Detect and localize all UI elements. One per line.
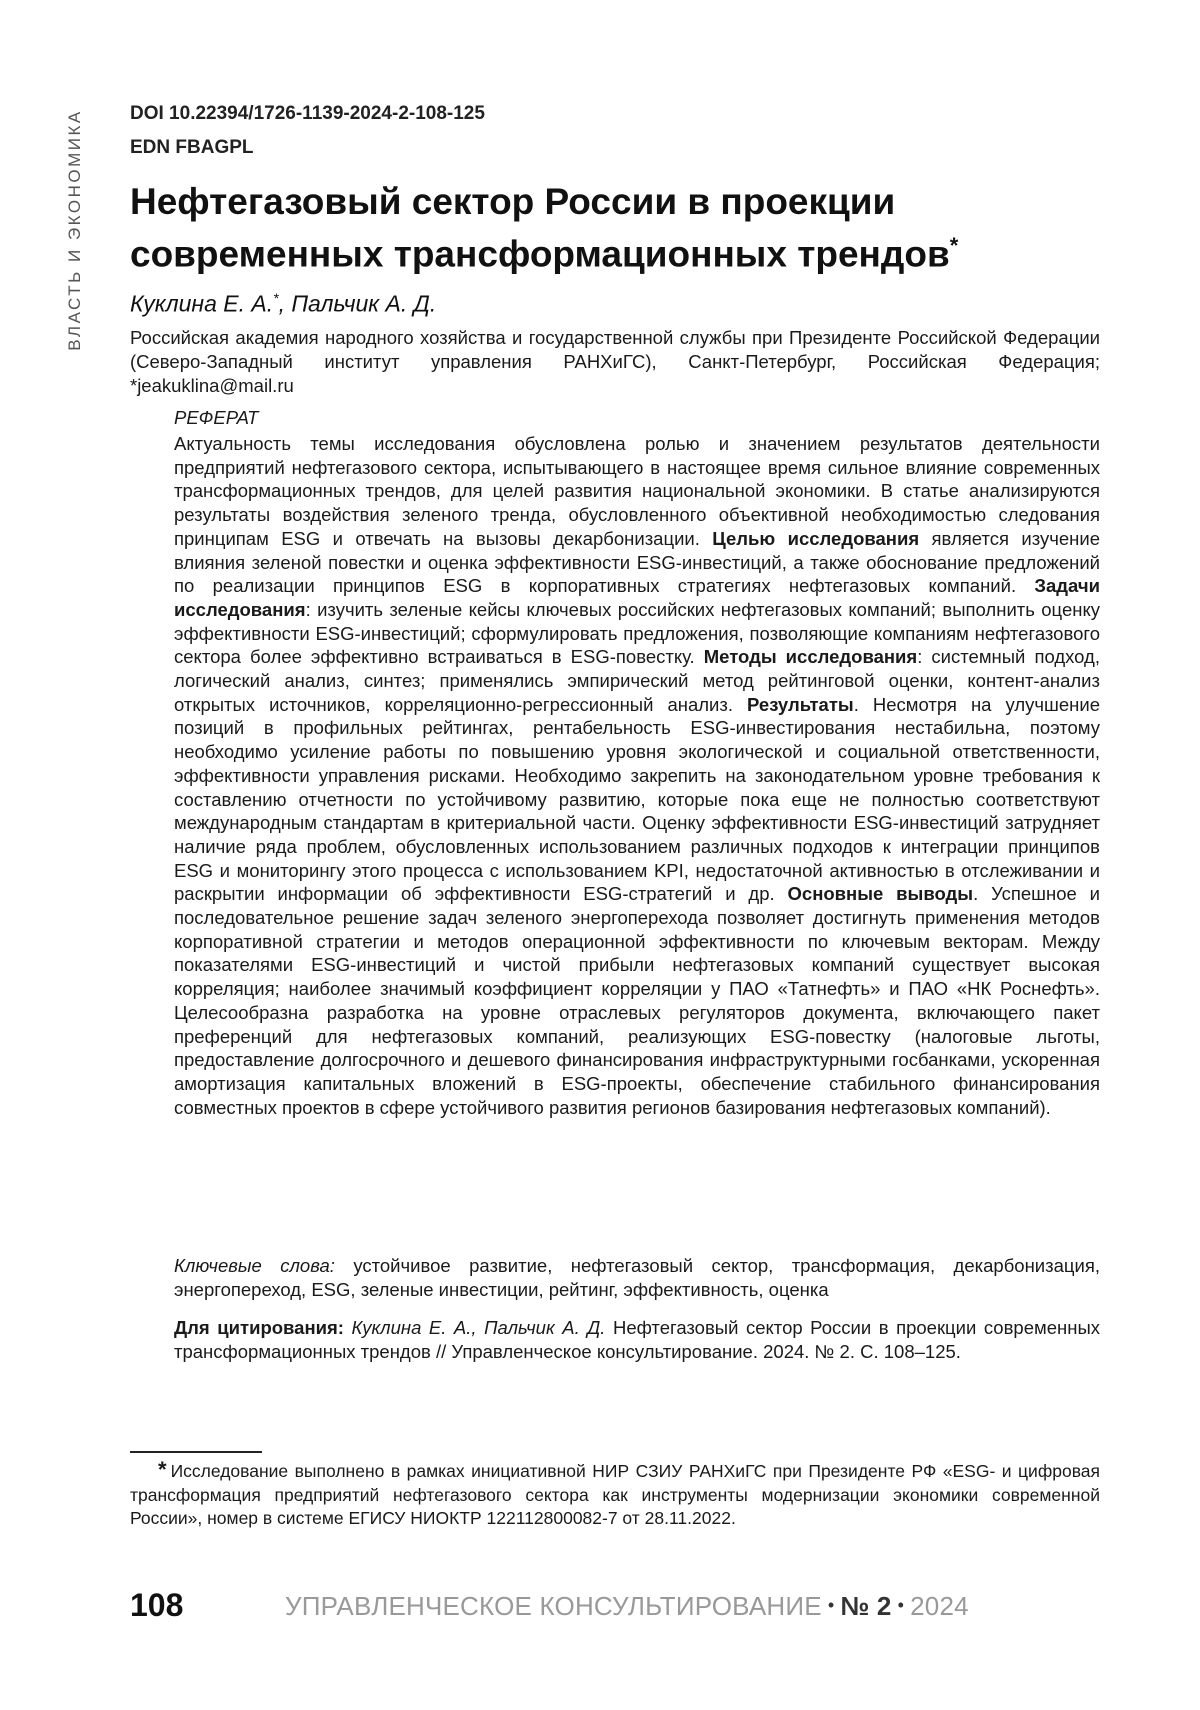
footer-separator: • xyxy=(898,1595,905,1615)
abstract-conclusions-label: Основные выводы xyxy=(788,883,974,904)
title-line-1: Нефтегазовый сектор России в проекции xyxy=(130,181,895,222)
title-footnote-mark[interactable]: * xyxy=(950,233,959,258)
author-1: Куклина Е. А. xyxy=(130,291,273,317)
keywords-text: устойчивое развитие, нефтегазовый сектор, трансформация, декарбонизация, энергопереход, ESG, зеленые инвестиции, рейтинг, эффективность, оценка xyxy=(174,1255,1100,1300)
keywords-label: Ключевые слова: xyxy=(174,1255,335,1276)
abstract-text: является изучение влияния зеленой повестки и оценка эффективности ESG-инвестиций, а также обоснование предложений по реализации принципов ESG в корпоративных стратегиях нефтегазовых компаний. xyxy=(174,528,1100,596)
footnote xyxy=(130,1458,1100,1531)
authors xyxy=(130,290,436,318)
abstract-text: Актуальность темы исследования обусловлена ролью и значением результатов деятельности предприятий нефтегазового сектора, испытывающего в настоящее время сильное влияние современных трансформационных трендов, для целей развития национальной экономики. В статье анализируются результаты воздействия зеленого тренда, обусловленного объективной необходимостью следования принципам ESG и отвечать на вызовы декарбонизации. xyxy=(174,433,1100,549)
running-footer xyxy=(285,1591,969,1622)
journal-name: УПРАВЛЕНЧЕСКОЕ КОНСУЛЬТИРОВАНИЕ xyxy=(285,1591,822,1621)
abstract-goal-label: Целью исследования xyxy=(712,528,919,549)
page-number: 108 xyxy=(130,1587,183,1624)
citation xyxy=(174,1316,1100,1364)
footer-separator: • xyxy=(828,1595,835,1615)
citation-authors: Куклина Е. А., Пальчик А. Д. xyxy=(344,1317,605,1338)
abstract-text: : изучить зеленые кейсы ключевых российских нефтегазовых компаний; выполнить оценку эффективности ESG-инвестиций; сформулировать предложения, позволяющие компаниям нефтегазового сектора более эффективно встраиваться в ESG-повестку. xyxy=(174,599,1100,667)
footnote-divider xyxy=(130,1451,262,1453)
author-mark: * xyxy=(273,290,278,306)
abstract-tasks-label: Задачи исследования xyxy=(174,575,1100,620)
issue-year: 2024 xyxy=(910,1591,969,1621)
abstract-results-label: Результаты xyxy=(747,694,854,715)
edn: EDN FBAGPL xyxy=(130,137,254,159)
issue-number: № 2 xyxy=(840,1591,891,1621)
abstract-text: : системный подход, логический анализ, синтез; применялись эмпирический метод рейтинговой оценки, контент-анализ открытых источников, корреляционно-регрессионный анализ. xyxy=(174,646,1100,714)
citation-label: Для цитирования: xyxy=(174,1317,344,1338)
citation-text: Нефтегазовый сектор России в проекции современных трансформационных трендов // Управленческое консультирование. 2024. № 2. С. 108–125. xyxy=(174,1317,1100,1362)
affiliation: Российская академия народного хозяйства и государственной службы при Президенте Российской Федерации (Северо-Западный институт управления РАНХиГС), Санкт-Петербург, Российская Федерация; *jeakuklina@mail.ru xyxy=(130,326,1100,398)
article-title xyxy=(130,180,1130,276)
doi[interactable]: DOI 10.22394/1726-1139-2024-2-108-125 xyxy=(130,103,485,125)
keywords xyxy=(174,1254,1100,1302)
section-label xyxy=(60,100,90,360)
abstract-body xyxy=(174,432,1100,1119)
abstract-methods-label: Методы исследования xyxy=(704,646,917,667)
section-label-text: ВЛАСТЬ И ЭКОНОМИКА xyxy=(65,109,85,350)
author-separator: , xyxy=(279,291,292,317)
abstract-text: . Успешное и последовательное решение задач зеленого энергоперехода позволяет достигнуть применения методов корпоративной стратегии и методов операционной эффективности по ключевым векторам. Между показателями ESG-инвестиций и чистой прибыли нефтегазовых компаний существует высокая корреляция; наиболее значимый коэффициент корреляции у ПАО «Татнефть» и ПАО «НК Роснефть». Целесообразна разработка на уровне отраслевых регуляторов документа, включающего пакет преференций для нефтегазовых компаний, реализующих ESG-повестку (налоговые льготы, предоставление долгосрочного и дешевого финансирования инфраструктурными госбанками, ускоренная амортизация капитальных вложений в ESG-проекты, обеспечение стабильного финансирования совместных проектов в сфере устойчивого развития регионов базирования нефтегазовых компаний). xyxy=(174,883,1100,1117)
abstract-heading: РЕФЕРАТ xyxy=(174,407,258,429)
footnote-mark: * xyxy=(158,1457,167,1482)
title-line-2: современных трансформационных трендов xyxy=(130,233,950,274)
abstract-text: . Несмотря на улучшение позиций в профильных рейтингах, рентабельность ESG-инвестирования нестабильна, поэтому необходимо усиление работы по повышению уровня экологической и социальной ответственности, эффективности управления рисками. Необходимо закрепить на законодательном уровне требования к составлению отчетности по устойчивому развитию, которые пока еще не полностью соответствуют международным стандартам в критериальной части. Оценку эффективности ESG-инвестиций затрудняет наличие ряда проблем, обусловленных использованием различных подходов к интеграции принципов ESG и мониторингу этого процесса с использованием KPI, недостаточной активностью в отслеживании и раскрытии информации об эффективности ESG-стратегий и др. xyxy=(174,694,1100,905)
author-2: Пальчик А. Д. xyxy=(291,291,436,317)
footnote-text: Исследование выполнено в рамках инициативной НИР СЗИУ РАНХиГС при Президенте РФ «ESG- и цифровая трансформация предприятий нефтегазового сектора как инструменты модернизации экономики современной России», номер в системе ЕГИСУ НИОКТР 122112800082-7 от 28.11.2022. xyxy=(130,1461,1100,1528)
